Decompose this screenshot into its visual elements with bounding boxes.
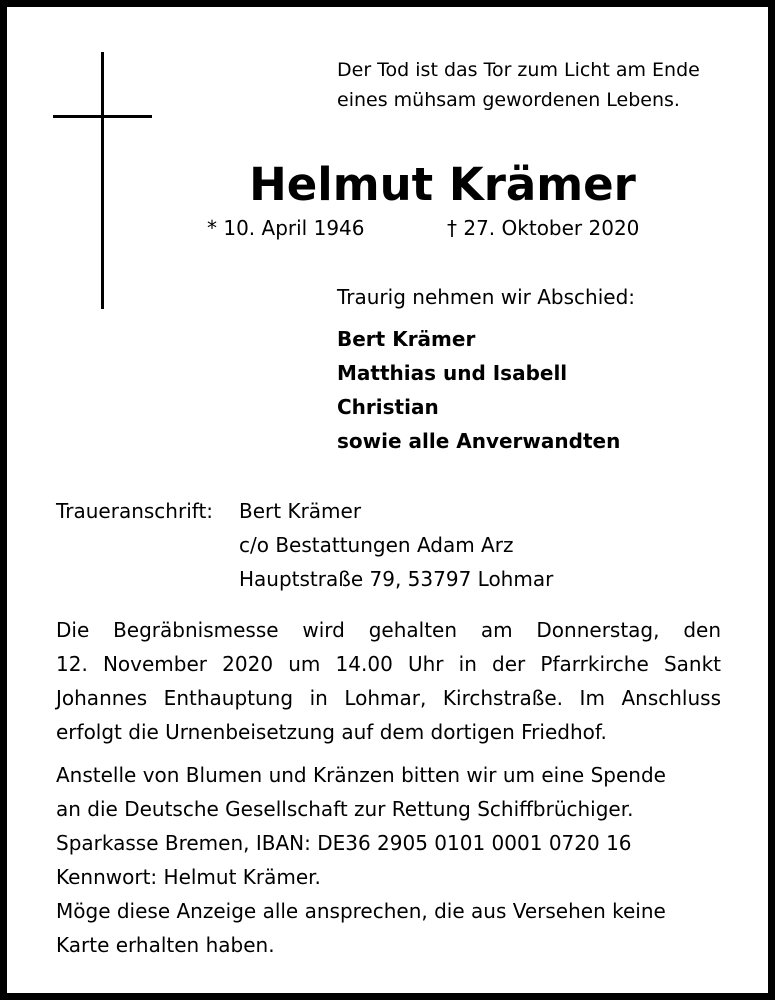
mourners-list	[337, 322, 620, 458]
death-date: † 27. Oktober 2020	[447, 216, 640, 240]
paragraph-line: Anstelle von Blumen und Kränzen bitten wir um eine Spende	[56, 763, 666, 787]
address-label: Traueranschrift:	[56, 499, 214, 523]
donation-paragraph	[56, 758, 721, 962]
address-block	[239, 494, 553, 596]
motto-line: eines mühsam gewordenen Lebens.	[337, 89, 680, 111]
paragraph-line: an die Deutsche Gesellschaft zur Rettung Schiffbrüchiger.	[56, 797, 634, 821]
paragraph-line: Die Begräbnismesse wird gehalten am Donnerstag, den	[56, 618, 721, 642]
mourning-intro: Traurig nehmen wir Abschied:	[337, 285, 635, 309]
birth-date: * 10. April 1946	[207, 216, 365, 240]
address-line: c/o Bestattungen Adam Arz	[239, 533, 514, 557]
paragraph-line: Johannes Enthauptung in Lohmar, Kirchstraße. Im Anschluss	[56, 686, 721, 710]
paragraph-line: Kennwort: Helmut Krämer.	[56, 865, 321, 889]
mourner-name: Matthias und Isabell	[337, 361, 568, 385]
funeral-service-paragraph	[56, 613, 721, 749]
paragraph-line: Sparkasse Bremen, IBAN: DE36 2905 0101 0001 0720 16	[56, 831, 632, 855]
motto-line: Der Tod ist das Tor zum Licht am Ende	[337, 59, 700, 81]
paragraph-line: Karte erhalten haben.	[56, 933, 275, 957]
mourner-name: Bert Krämer	[337, 327, 476, 351]
address-line: Hauptstraße 79, 53797 Lohmar	[239, 567, 554, 591]
paragraph-line: Möge diese Anzeige alle ansprechen, die aus Versehen keine	[56, 899, 666, 923]
deceased-name: Helmut Krämer	[249, 158, 636, 211]
paragraph-line: 12. November 2020 um 14.00 Uhr in der Pfarrkirche Sankt	[56, 652, 721, 676]
paragraph-line: erfolgt die Urnenbeisetzung auf dem dortigen Friedhof.	[56, 720, 607, 744]
motto	[337, 55, 700, 115]
address-line: Bert Krämer	[239, 499, 362, 523]
mourner-name: sowie alle Anverwandten	[337, 429, 621, 453]
cross-icon-horizontal-bar	[53, 115, 152, 118]
mourner-name: Christian	[337, 395, 439, 419]
